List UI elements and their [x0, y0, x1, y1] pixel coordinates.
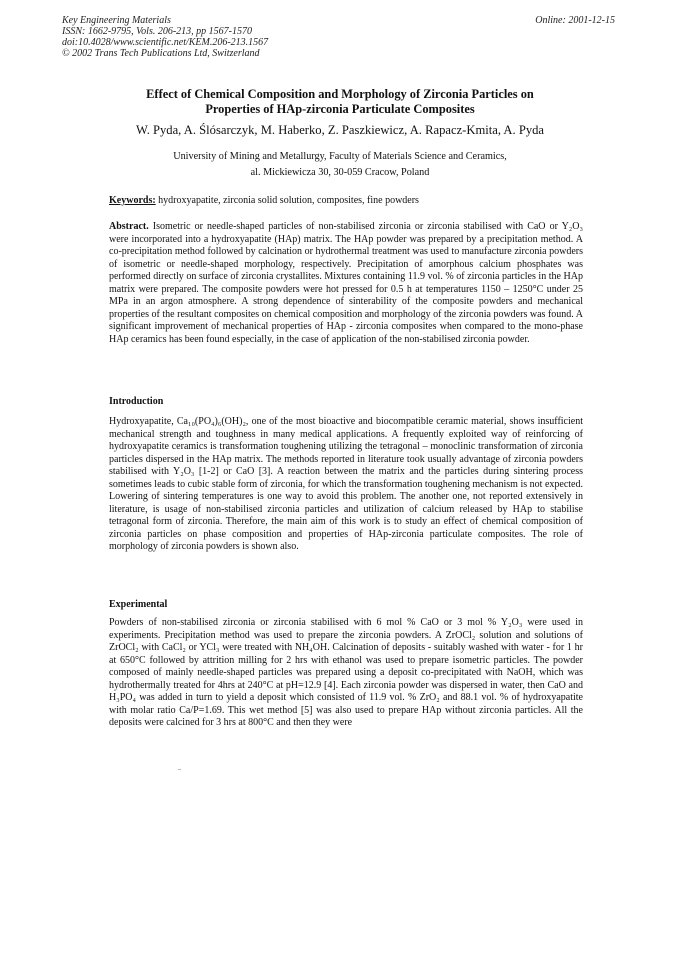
paper-title	[110, 87, 570, 117]
scan-artifact	[178, 769, 181, 770]
introduction-heading: Introduction	[109, 396, 164, 407]
abstract	[109, 221, 583, 346]
abstract-text: Isometric or needle-shaped particles of non-stabilised zirconia or zirconia stabilised with CaO or Y₂O₃ were incorporated into a hydroxyapatite (HAp) matrix. The HAp powder was prepared by a precipitation method. A co-precipitation method followed by calcination or hydrothermal treatment was used to manufacture zirconia powders of isometric or needle-shaped morphology, respectively. Precipitation of amorphous calcium phosphates was performed directly on surface of zirconia crystallites. Mixtures containing 11.9 vol. % of zirconia particles in the HAp matrix were prepared. The composite powders were hot pressed for 0.5 h at temperatures 1150 – 1250°C under 25 MPa in an argon atmosphere. A strong dependence of sinterability of the composite powders and mechanical properties of the resultant composites on chemical composition and morphology of the zirconia powders was found. A significant improvement of mechanical properties of HAp - zirconia composites when compared to the mono-phase HAp ceramics has been found especially, in the case of application of the non-stabilised zirconia powder.	[109, 221, 584, 345]
title-line-2: Properties of HAp-zirconia Particulate Composites	[205, 102, 475, 116]
journal-name: Key Engineering Materials	[62, 15, 171, 26]
introduction-text: Hydroxyapatite, Ca₁₀(PO₄)₆(OH)₂, one of the most bioactive and biocompatible ceramic material, shows insufficient mechanical strength and toughness in many medical applications. A frequently exploited way of reinforcing of hydroxyapatite ceramics is transformation toughening utilizing the tetragonal – monoclinic transformation of zirconia particles dispersed in the HAp matrix. The methods reported in literature took usually advantage of zirconia powders stabilised with Y₂O₃ [1-2] or CaO [3]. A reaction between the matrix and the particles during sintering process sometimes leads to cubic stable form of zirconia, for which the transformation toughening mechanism is not expected. Lowering of sintering temperatures is one way to avoid this problem. The another one, not reported extensively in literature, is usage of non-stabilised zirconia particles and utilization of calcium released by HAp to stabilise tetragonal form of zirconia. Therefore, the main aim of this work is to study an effect of chemical composition of zirconia particles on phase composition and properties of HAp-zirconia particulate composites. The role of morphology of zirconia powders is shown also.	[109, 416, 583, 552]
author-list: W. Pyda, A. Ślósarczyk, M. Haberko, Z. Paszkiewicz, A. Rapacz-Kmita, A. Pyda	[135, 123, 545, 137]
experimental-text: Powders of non-stabilised zirconia or zirconia stabilised with 6 mol % CaO or 3 mol % Y₂O₃ were used in experiments. Precipitation method was used to prepare the zirconia powders. A ZrOCl₂ solution and solutions of ZrOCl₂ with CaCl₂ or YCl₃ were treated with NH₄OH. Calcination of deposits - suitably washed with water - for 1 hr at 650°C followed by attrition milling for 2 hrs with ethanol was used to prepare isometric particles. The powder composed of mainly needle-shaped particles was prepared using a deposit co-precipitated with NaOH, which was hydrothermally treated for 4hrs at 240°C at pH=12.9 [4]. Each zirconia powder was dispersed in water, then CaO and H₃PO₄ was added in turn to yield a deposit which consisted of 11.9 vol. % ZrO₂ and 88.1 vol. % of hydroxyapatite with molar ratio Ca/P=1.69. This wet method [5] was also used to prepare HAp without zirconia particles. All the deposits were calcined for 3 hrs at 800°C and then they were	[109, 617, 583, 728]
copyright-line: © 2002 Trans Tech Publications Ltd, Switzerland	[62, 48, 260, 59]
abstract-label: Abstract.	[109, 221, 149, 232]
affiliation-line-1: University of Mining and Metallurgy, Faculty of Materials Science and Ceramics,	[173, 151, 507, 162]
issn-line: ISSN: 1662-9795, Vols. 206-213, pp 1567-1570	[62, 26, 252, 37]
online-date: Online: 2001-12-15	[535, 15, 615, 26]
keywords	[109, 195, 583, 208]
affiliation-line-2: al. Mickiewicza 30, 30-059 Cracow, Poland	[250, 167, 430, 178]
experimental-heading: Experimental	[109, 599, 168, 610]
keywords-label: Keywords:	[109, 195, 156, 206]
doi-line: doi:10.4028/www.scientific.net/KEM.206-213.1567	[62, 37, 269, 48]
title-line-1: Effect of Chemical Composition and Morphology of Zirconia Particles on	[146, 87, 534, 101]
journal-header	[62, 15, 268, 59]
keywords-text: hydroxyapatite, zirconia solid solution, composites, fine powders	[158, 195, 419, 206]
